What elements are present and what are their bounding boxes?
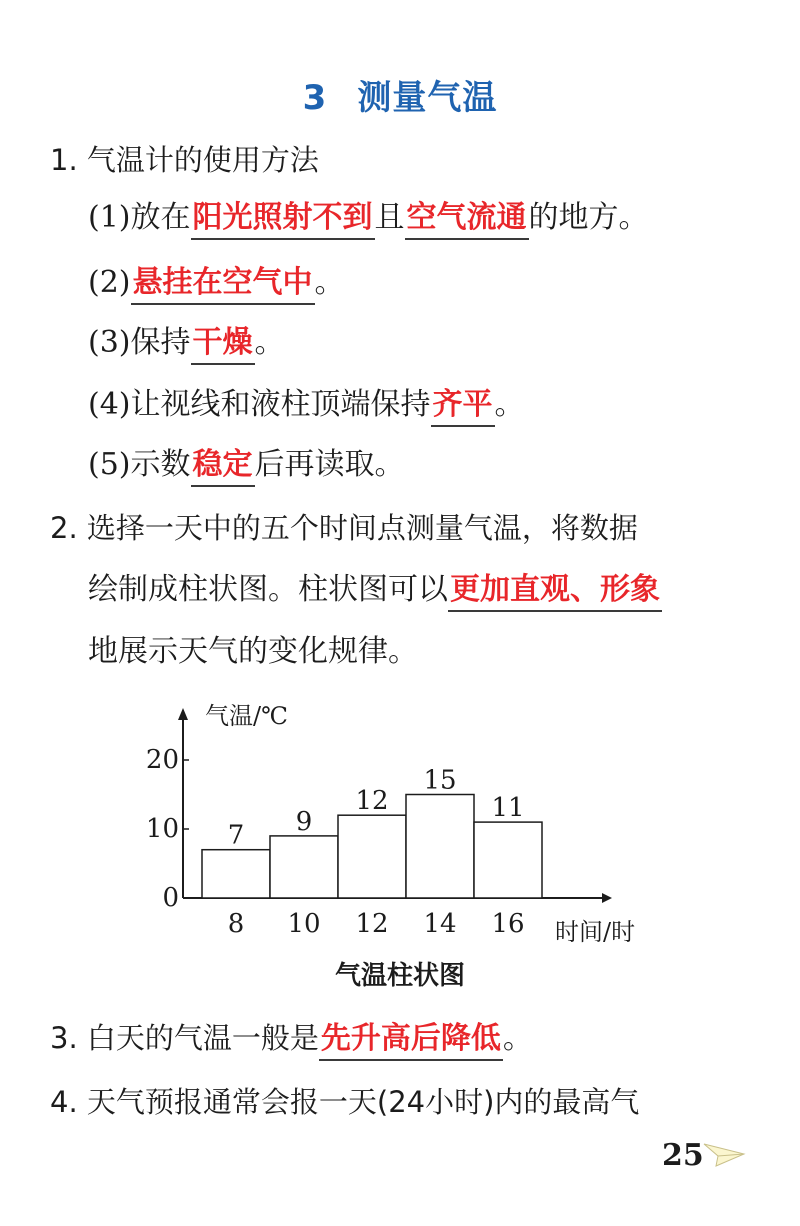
q1-item-4-answer: 齐平 (431, 387, 495, 427)
q3-line (50, 1018, 533, 1061)
x-axis-arrow (602, 893, 612, 903)
bar (406, 795, 474, 899)
temperature-bar-chart (140, 690, 680, 950)
q3-answer: 先升高后降低 (319, 1021, 503, 1061)
q1-item-4-post: 。 (494, 387, 525, 422)
bar-value-label: 12 (355, 786, 389, 817)
bar (338, 815, 406, 898)
q1-item-5-post: 后再读取。 (254, 447, 405, 482)
q1-item-1-answer-1: 阳光照射不到 (191, 200, 375, 240)
bar-value-label: 11 (491, 793, 525, 824)
q1-item-1-mid: 且 (374, 200, 405, 235)
q1-item-2-pre: (2) (88, 265, 131, 300)
x-tick-label: 12 (355, 909, 389, 939)
q2-line-2 (88, 570, 662, 612)
bar-value-label: 9 (295, 806, 313, 837)
chart-title: 气温柱状图 (334, 961, 465, 991)
q1-heading (50, 140, 319, 181)
q1-item-5 (88, 445, 405, 487)
q1-item-1-pre: (1)放在 (88, 200, 191, 235)
bar-value-label: 7 (227, 820, 245, 851)
y-tick-label: 0 (162, 883, 179, 913)
q1-item-5-answer: 稳定 (191, 447, 255, 487)
page-number: 25 (662, 1138, 704, 1173)
q1-item-3 (88, 323, 285, 365)
q3-pre: 3. 白天的气温一般是 (50, 1021, 319, 1055)
q1-item-2-post: 。 (314, 265, 345, 300)
paper-plane-icon (702, 1138, 746, 1168)
bar-value-label: 15 (423, 765, 457, 796)
q4-text: 4. 天气预报通常会报一天(24小时)内的最高气 (50, 1085, 640, 1119)
section-title-text: 测量气温 (357, 78, 498, 118)
q1-item-2 (88, 263, 345, 305)
q1-item-3-pre: (3)保持 (88, 325, 191, 360)
q1-item-5-pre: (5)示数 (88, 447, 191, 482)
q2-line-3 (88, 632, 418, 672)
section-title (0, 70, 800, 119)
x-tick-label: 16 (491, 909, 525, 939)
q3-post: 。 (502, 1021, 533, 1056)
y-tick-label: 20 (145, 745, 179, 775)
q2-line-1 (50, 508, 638, 549)
y-axis-arrow (178, 708, 188, 720)
q1-item-2-answer: 悬挂在空气中 (131, 265, 315, 305)
q1-item-3-post: 。 (254, 325, 285, 360)
x-tick-label: 14 (423, 909, 457, 939)
q1-item-3-answer: 干燥 (191, 325, 255, 365)
bar (474, 822, 542, 898)
q2-line-3-text: 地展示天气的变化规律。 (88, 634, 418, 669)
q1-item-1-post: 的地方。 (528, 200, 649, 235)
q1-item-4-pre: (4)让视线和液柱顶端保持 (88, 387, 431, 422)
q2-line-2-pre: 绘制成柱状图。柱状图可以 (88, 572, 448, 607)
q1-heading-text: 1. 气温计的使用方法 (50, 143, 319, 177)
section-number: 3 (302, 78, 328, 118)
q1-item-1 (88, 198, 649, 240)
x-axis-label: 时间/时 (555, 918, 636, 946)
q1-item-1-answer-2: 空气流通 (405, 200, 529, 240)
bar (202, 850, 270, 898)
q2-answer: 更加直观、形象 (448, 572, 662, 612)
q4-line (50, 1082, 639, 1123)
x-tick-label: 10 (287, 909, 321, 939)
y-tick-label: 10 (145, 814, 179, 844)
y-axis-label: 气温/℃ (205, 702, 288, 730)
x-tick-label: 8 (227, 909, 245, 939)
q2-line-1-text: 2. 选择一天中的五个时间点测量气温，将数据 (50, 511, 638, 545)
q1-item-4 (88, 385, 525, 427)
bar (270, 836, 338, 898)
